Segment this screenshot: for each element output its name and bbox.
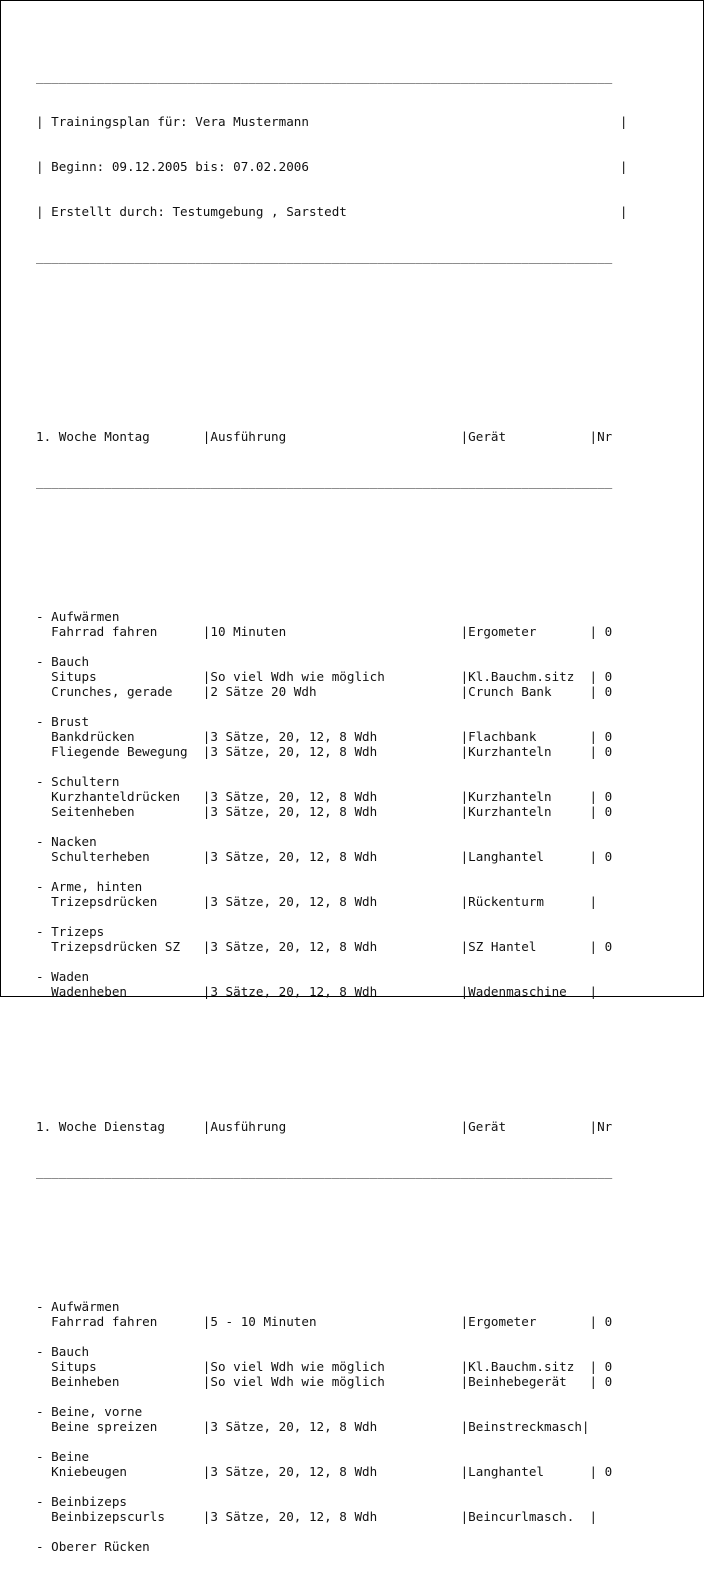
monday-rule: ____________________________________________________________________________ [36, 474, 613, 489]
spacer [36, 954, 627, 969]
monday-exercise-row: Trizepsdrücken |3 Sätze, 20, 12, 8 Wdh |Rückenturm | [36, 894, 598, 909]
spacer [36, 1329, 627, 1344]
monday-exercise-row: Wadenheben |3 Sätze, 20, 12, 8 Wdh |Wadenmaschine | [36, 984, 598, 999]
monday-exercise-row: Trizepsdrücken SZ |3 Sätze, 20, 12, 8 Wdh |SZ Hantel | 0 [36, 939, 613, 954]
tuesday-section-heading: - Bauch [36, 1344, 90, 1359]
tuesday-section-heading: - Beinbizeps [36, 1494, 127, 1509]
monday-section-heading: - Waden [36, 969, 90, 984]
monday-exercise-row: Kurzhanteldrücken |3 Sätze, 20, 12, 8 Wdh |Kurzhanteln | 0 [36, 789, 613, 804]
monday-exercise-row: Seitenheben |3 Sätze, 20, 12, 8 Wdh |Kurzhanteln | 0 [36, 804, 613, 819]
header-date-range: | Beginn: 09.12.2005 bis: 07.02.2006 | [36, 159, 628, 174]
monday-exercise-row: Crunches, gerade |2 Sätze 20 Wdh |Crunch Bank | 0 [36, 684, 613, 699]
monday-section-heading: - Nacken [36, 834, 97, 849]
monday-section-heading: - Trizeps [36, 924, 105, 939]
spacer [36, 909, 627, 924]
monday-exercise-row: Schulterheben |3 Sätze, 20, 12, 8 Wdh |Langhantel | 0 [36, 849, 613, 864]
spacer [36, 1434, 627, 1449]
tuesday-section-heading: - Oberer Rücken [36, 1539, 150, 1554]
monday-heading: 1. Woche Montag |Ausführung |Gerät |Nr [36, 429, 613, 444]
tuesday-exercise-list [36, 1299, 627, 1554]
header-plan-for: | Trainingsplan für: Vera Mustermann | [36, 114, 628, 129]
spacer [36, 759, 627, 774]
monday-section-heading: - Aufwärmen [36, 609, 120, 624]
spacer [36, 819, 627, 834]
spacer [36, 1389, 627, 1404]
tuesday-rule: ____________________________________________________________________________ [36, 1164, 613, 1179]
monday-exercise-row: Situps |So viel Wdh wie möglich |Kl.Bauchm.sitz | 0 [36, 669, 613, 684]
monday-section-heading: - Bauch [36, 654, 90, 669]
tuesday-heading: 1. Woche Dienstag |Ausführung |Gerät |Nr [36, 1119, 613, 1134]
tuesday-exercise-row: Situps |So viel Wdh wie möglich |Kl.Bauchm.sitz | 0 [36, 1359, 613, 1374]
monday-section-heading: - Brust [36, 714, 90, 729]
tuesday-exercise-row: Kniebeugen |3 Sätze, 20, 12, 8 Wdh |Langhantel | 0 [36, 1464, 613, 1479]
monday-exercise-list [36, 609, 627, 999]
training-plan-text [36, 39, 627, 1584]
spacer [36, 699, 627, 714]
tuesday-section-heading: - Beine, vorne [36, 1404, 143, 1419]
tuesday-exercise-row: Beine spreizen |3 Sätze, 20, 12, 8 Wdh |Beinstreckmasch| [36, 1419, 590, 1434]
monday-section-heading: - Schultern [36, 774, 120, 789]
header-rule-bottom: ____________________________________________________________________________ [36, 249, 613, 264]
tuesday-exercise-row: Beinbizepscurls |3 Sätze, 20, 12, 8 Wdh |Beincurlmasch. | [36, 1509, 598, 1524]
tuesday-exercise-row: Beinheben |So viel Wdh wie möglich |Beinhebegerät | 0 [36, 1374, 613, 1389]
spacer [36, 639, 627, 654]
monday-section-heading: - Arme, hinten [36, 879, 143, 894]
tuesday-section-heading: - Beine [36, 1449, 90, 1464]
spacer [36, 864, 627, 879]
monday-exercise-row: Bankdrücken |3 Sätze, 20, 12, 8 Wdh |Flachbank | 0 [36, 729, 613, 744]
monday-exercise-row: Fahrrad fahren |10 Minuten |Ergometer | 0 [36, 624, 613, 639]
tuesday-section-heading: - Aufwärmen [36, 1299, 120, 1314]
header-created-by: | Erstellt durch: Testumgebung , Sarstedt | [36, 204, 628, 219]
tuesday-exercise-row: Fahrrad fahren |5 - 10 Minuten |Ergometer | 0 [36, 1314, 613, 1329]
spacer [36, 1479, 627, 1494]
header-rule-top: ____________________________________________________________________________ [36, 69, 613, 84]
monday-exercise-row: Fliegende Bewegung |3 Sätze, 20, 12, 8 Wdh |Kurzhanteln | 0 [36, 744, 613, 759]
spacer [36, 1524, 627, 1539]
